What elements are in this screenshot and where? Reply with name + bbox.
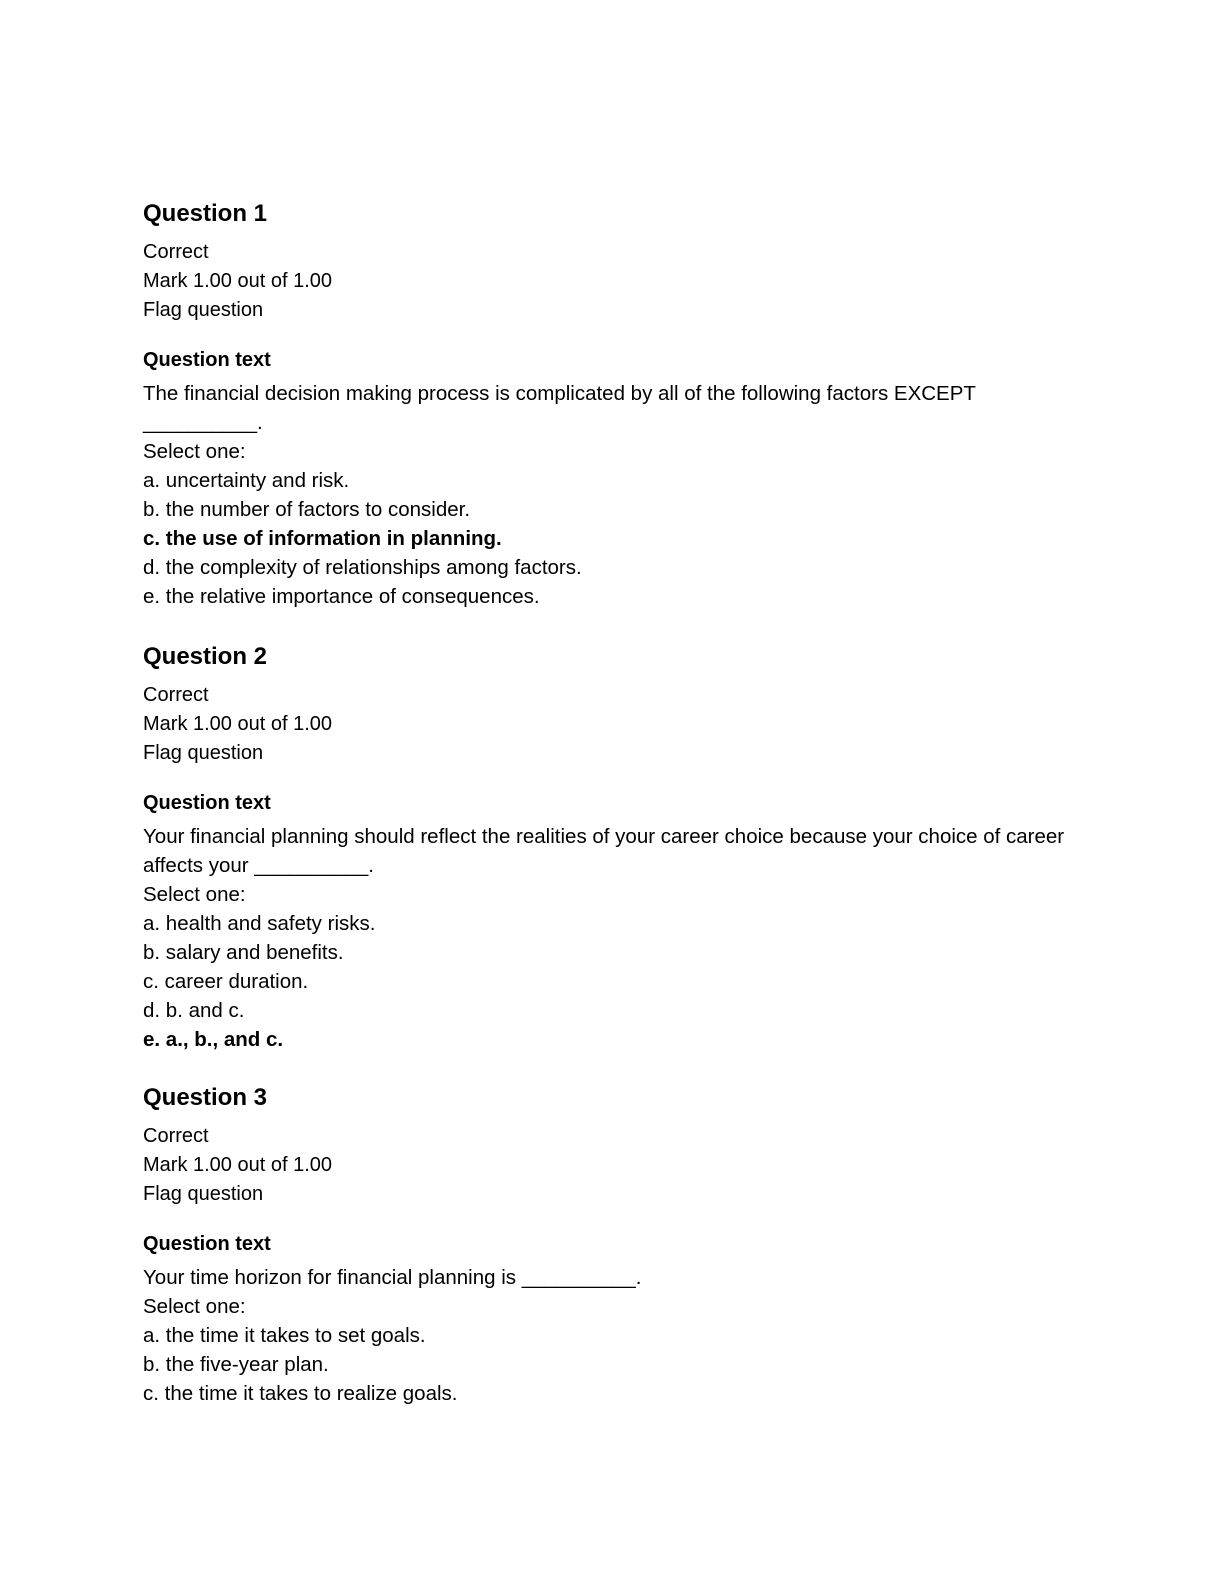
question-title: Question 2 [143, 643, 268, 670]
flag-question-link[interactable]: Flag question [143, 1183, 264, 1205]
question-mark: Mark 1.00 out of 1.00 [143, 713, 333, 735]
question-3 [143, 1080, 1083, 1408]
answer-option-e-selected[interactable]: e. a., b., and c. [143, 1028, 284, 1051]
answer-option-a[interactable]: a. health and safety risks. [143, 912, 376, 935]
answer-options [143, 909, 1083, 1054]
answer-option-b[interactable]: b. the five-year plan. [143, 1353, 329, 1376]
question-status: Correct [143, 684, 209, 706]
question-stem: Your time horizon for financial planning is __________. [143, 1266, 642, 1289]
question-body [143, 1263, 1083, 1408]
quiz-review-page [143, 196, 1083, 1408]
answer-option-c[interactable]: c. career duration. [143, 970, 309, 993]
question-mark: Mark 1.00 out of 1.00 [143, 270, 333, 292]
question-info [143, 238, 1083, 325]
question-mark: Mark 1.00 out of 1.00 [143, 1154, 333, 1176]
question-body [143, 822, 1083, 1054]
question-stem: The financial decision making process is complicated by all of the following factors EXCEPT __________. [143, 382, 976, 434]
answer-option-e[interactable]: e. the relative importance of consequences. [143, 585, 540, 608]
answer-options [143, 1321, 1083, 1408]
question-2 [143, 639, 1083, 1080]
question-status: Correct [143, 241, 209, 263]
question-status: Correct [143, 1125, 209, 1147]
question-title: Question 3 [143, 1084, 268, 1111]
answer-option-c[interactable]: c. the time it takes to realize goals. [143, 1382, 458, 1405]
question-1 [143, 196, 1083, 639]
flag-question-link[interactable]: Flag question [143, 742, 264, 764]
question-info [143, 681, 1083, 768]
answer-option-b[interactable]: b. salary and benefits. [143, 941, 344, 964]
select-one-label: Select one: [143, 440, 246, 463]
select-one-label: Select one: [143, 1295, 246, 1318]
question-text-heading: Question text [143, 792, 271, 814]
question-title: Question 1 [143, 200, 268, 227]
question-body [143, 379, 1083, 611]
answer-option-b[interactable]: b. the number of factors to consider. [143, 498, 471, 521]
answer-option-a[interactable]: a. uncertainty and risk. [143, 469, 350, 492]
question-stem: Your financial planning should reflect the realities of your career choice because your choice of career affects your __________. [143, 825, 1065, 877]
answer-option-a[interactable]: a. the time it takes to set goals. [143, 1324, 426, 1347]
flag-question-link[interactable]: Flag question [143, 299, 264, 321]
question-text-heading: Question text [143, 349, 271, 371]
question-text-heading: Question text [143, 1233, 271, 1255]
answer-options [143, 466, 1083, 611]
select-one-label: Select one: [143, 883, 246, 906]
answer-option-d[interactable]: d. b. and c. [143, 999, 245, 1022]
question-info [143, 1122, 1083, 1209]
answer-option-d[interactable]: d. the complexity of relationships among factors. [143, 556, 582, 579]
answer-option-c-selected[interactable]: c. the use of information in planning. [143, 527, 502, 550]
